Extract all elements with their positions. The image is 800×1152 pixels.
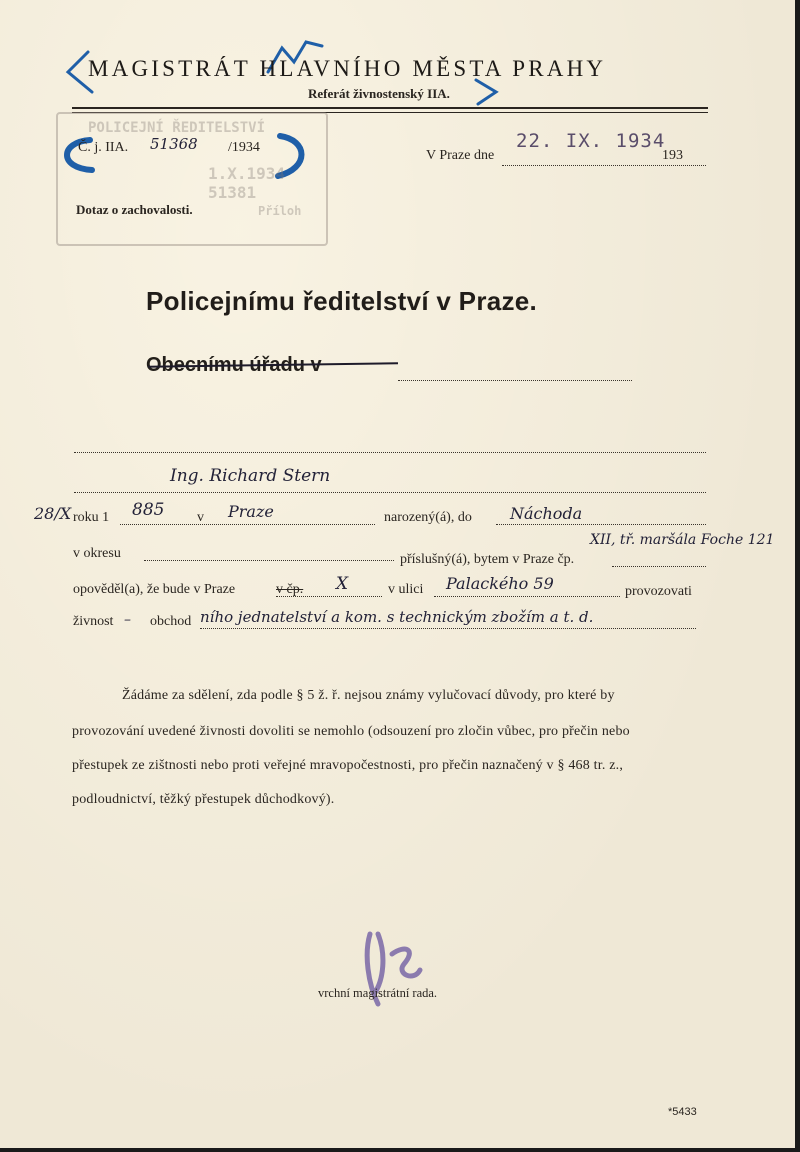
stamp-line-2: 1.X.1934 51381 [208,164,286,202]
street: Palackého 59 [446,574,554,593]
stamp-line-1: POLICEJNÍ ŘEDITELSTVÍ [88,120,266,136]
address-handwritten: XII, tř. maršála Foche 121 [590,532,775,548]
birth-dotted-line-1 [120,524,375,525]
birth-day: 28/X [34,504,72,523]
narozeny-label: narozený(á), do [384,510,472,525]
birth-place: Praze [228,502,274,521]
reference-year: /1934 [228,140,260,155]
zivnost-label: živnost [73,614,114,629]
recipient-heading: Policejnímu ředitelství v Praze. [146,286,538,316]
body-line-4: podloudnictví, těžký přestupek důchodkový). [72,792,335,807]
reference-label: Č. j. IIA. [78,140,129,155]
issuer-title: MAGISTRÁT HLAVNÍHO MĚSTA PRAHY [88,56,607,81]
domicile: Náchoda [510,504,583,523]
provozovati-label: provozovati [625,584,692,599]
street-dotted-line [434,596,620,597]
issuer-subtitle: Referát živnostenský IIA. [308,86,450,101]
name-dotted-line [74,492,706,493]
cp-struck: v čp. [276,582,304,597]
obchod-dash: – [124,612,131,628]
okres-dotted-line [144,560,394,561]
subject-label: Dotaz o zachovalosti. [76,202,193,217]
body-line-1: Žádáme za sdělení, zda podle § 5 ž. ř. nejsou známy vylučovací důvody, pro které by [122,688,615,703]
opovedel-label: opověděl(a), že bude v Praze [73,582,236,597]
okresu-label: v okresu [73,546,121,561]
date-dotted-line [502,165,706,166]
stamp-line-3: Příloh [258,204,302,218]
cp-dotted-line [612,566,706,567]
prislusny-label: příslušný(á), bytem v Praze čp. [400,552,575,567]
place-label: V Praze dne [426,148,495,163]
applicant-name: Ing. Richard Stern [170,466,331,486]
v-label: v [197,510,204,525]
form-number: *5433 [668,1106,697,1118]
recipient-dotted-line [398,380,632,381]
ulici-label: v ulici [388,582,424,597]
body-line-3: přestupek ze zištnosti nebo proti veřejné mravopočestnosti, pro přečin naznačený v § 468 tr. z., [72,758,624,773]
roku-label: roku 1 [73,510,110,525]
date-stamp: 22. IX. 1934 [516,130,666,152]
district-dotted-line [276,596,382,597]
receipt-stamp [56,112,328,246]
reference-number: 51368 [150,135,198,153]
signature-title: vrchní magistrátní rada. [318,986,438,1000]
obchod-label: obchod [150,614,192,629]
recipient-struck: Obecnímu úřadu v [146,354,322,376]
district: X [336,574,349,594]
body-line-2: provozování uvedené živnosti dovoliti se nemohlo (odsouzení pro zločin vůbec, pro přečin nebo [72,724,630,739]
birth-year: 885 [132,500,165,520]
blank-dotted-line [74,452,706,453]
trade-dotted-line [200,628,696,629]
header-rule-thick [72,107,708,109]
year-suffix: 193 [662,148,683,163]
birth-dotted-line-2 [496,524,706,525]
trade-description: ního jednatelství a kom. s technickým zbožím a t. d. [200,608,594,626]
